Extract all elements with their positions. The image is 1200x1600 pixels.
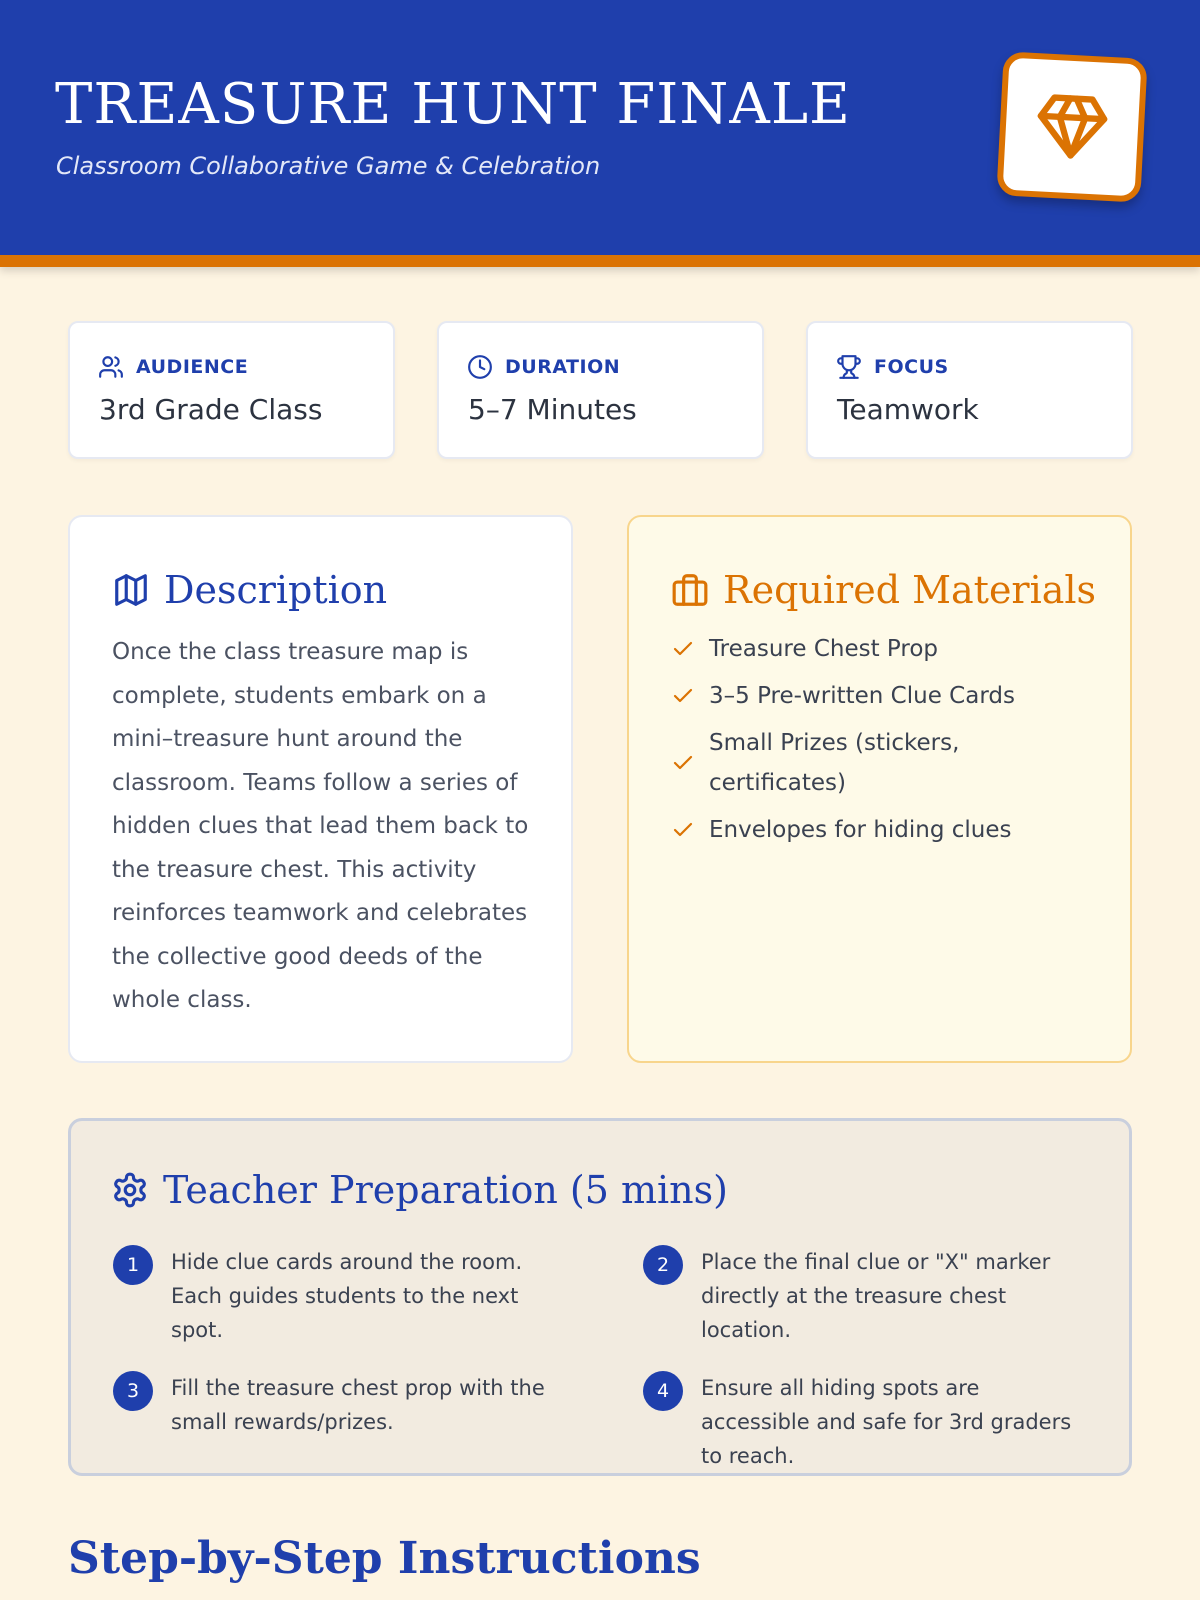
gem-icon [1032, 87, 1112, 167]
step-number: 4 [643, 1371, 683, 1411]
gear-icon [111, 1171, 149, 1209]
preparation-title: Teacher Preparation (5 mins) [163, 1168, 728, 1212]
description-card [68, 515, 573, 1063]
stat-label: FOCUS [874, 356, 949, 378]
step-number: 3 [113, 1371, 153, 1411]
check-icon [671, 684, 695, 708]
gem-badge [996, 51, 1147, 202]
check-icon [671, 818, 695, 842]
list-item [671, 810, 1111, 850]
stat-label: AUDIENCE [136, 356, 249, 378]
description-text: Once the class treasure map is complete, students embark on a mini–treasure hunt around the classroom. Teams follow a series of hidden clues that lead them back to the treasure chest. This activity reinforces teamwork and celebrates the collective good deeds of the whole class. [112, 639, 529, 1013]
step-number: 1 [113, 1245, 153, 1285]
preparation-card [68, 1118, 1132, 1476]
list-item [671, 629, 1111, 669]
prep-step [113, 1371, 563, 1439]
prep-step [113, 1245, 563, 1347]
map-icon [112, 571, 150, 609]
instructions-heading: Step-by-Step Instructions [68, 1533, 701, 1584]
material-label: Small Prizes (stickers, certificates) [709, 730, 960, 796]
prep-step [643, 1371, 1093, 1473]
stat-card-audience [68, 321, 395, 459]
list-item [671, 676, 1111, 716]
materials-card [627, 515, 1132, 1063]
page-subtitle: Classroom Collaborative Game & Celebration [56, 152, 601, 180]
check-icon [671, 751, 695, 775]
page-title: TREASURE HUNT FINALE [55, 72, 851, 137]
material-label: Envelopes for hiding clues [709, 817, 1012, 843]
users-icon [98, 354, 124, 380]
materials-list [671, 629, 1111, 857]
briefcase-icon [671, 571, 709, 609]
material-label: 3–5 Pre-written Clue Cards [709, 683, 1015, 709]
stat-card-focus [806, 321, 1133, 459]
stat-label: DURATION [505, 356, 621, 378]
page-header [0, 0, 1200, 267]
list-item [671, 723, 1111, 803]
stat-value: Teamwork [837, 393, 979, 426]
step-text: Fill the treasure chest prop with the small rewards/prizes. [171, 1376, 545, 1434]
step-text: Ensure all hiding spots are accessible and safe for 3rd graders to reach. [701, 1376, 1072, 1468]
step-text: Place the final clue or "X" marker directly at the treasure chest location. [701, 1250, 1051, 1342]
step-text: Hide clue cards around the room. Each guides students to the next spot. [171, 1250, 523, 1342]
stat-value: 3rd Grade Class [99, 393, 323, 426]
step-number: 2 [643, 1245, 683, 1285]
check-icon [671, 637, 695, 661]
description-title: Description [164, 568, 388, 612]
trophy-icon [836, 354, 862, 380]
stat-card-duration [437, 321, 764, 459]
materials-title: Required Materials [723, 568, 1097, 612]
stat-value: 5–7 Minutes [468, 393, 637, 426]
material-label: Treasure Chest Prop [709, 636, 939, 662]
clock-icon [467, 354, 493, 380]
prep-step [643, 1245, 1093, 1347]
